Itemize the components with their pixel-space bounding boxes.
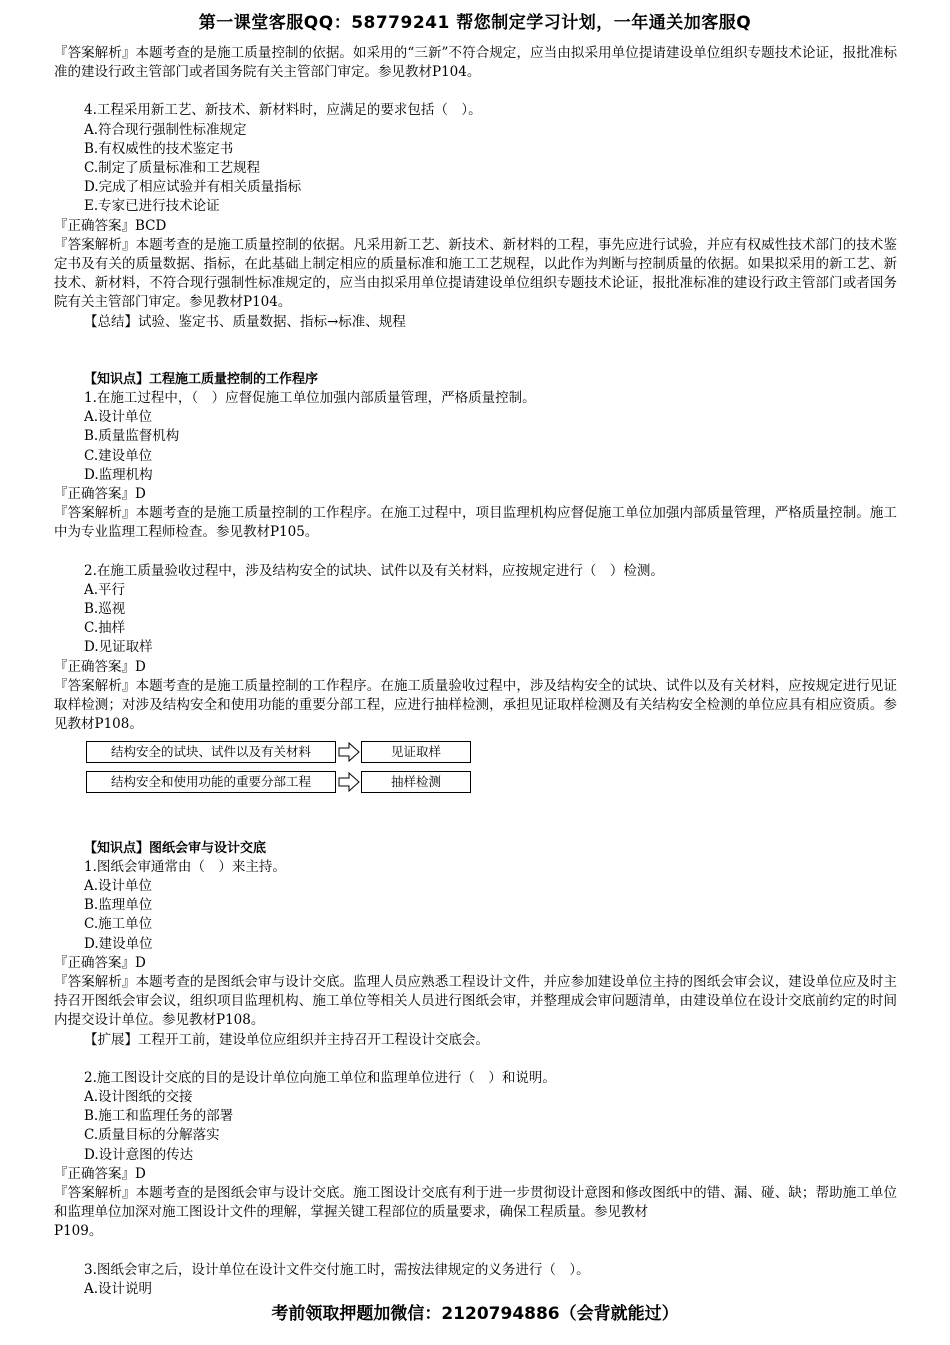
page-header: 第一课堂客服QQ：58779241 帮您制定学习计划，一年通关加客服Q [198,13,752,33]
analysis-text: 『答案解析』本题考查的是施工质量控制的依据。凡采用新工艺、新技术、新材料的工程，事先应进行试验，并应有权威性技术部门的技术鉴定书及有关的质量数据、指标，在此基础上制定相应的质量标准和施工工艺规程，以此作为判断与控制质量的依据。如果拟采用的新工艺、新技术、新材料，不符合现行强制性标准规定的，应当由拟采用单位提请建设单位组织专题技术论证，报批准标准的建设行政主管部门或者国务院有关主管部门审定。参见教材P104。 [54,236,897,311]
option-c: C.抽样 [84,620,126,637]
option-b: B.质量监督机构 [84,428,180,445]
option-a: A.符合现行强制性标准规定 [84,121,247,138]
analysis-text: 『答案解析』本题考查的是图纸会审与设计交底。监理人员应熟悉工程设计文件，并应参加建设单位主持的图纸会审会议，建设单位应及时主持召开图纸会审会议，组织项目监理机构、施工单位等相关人员进行图纸会审，并整理成会审问题清单，由建设单位在设计交底前约定的时间内提交设计单位。参见教材P108。 [54,973,897,1029]
option-c: C.制定了质量标准和工艺规程 [84,160,261,177]
correct-answer: 『正确答案』D [54,486,146,503]
option-d: D.监理机构 [84,466,153,483]
question-text: 3.图纸会审之后，设计单位在设计文件交付施工时，需按法律规定的义务进行（ ）。 [84,1261,590,1278]
question-text: 1.在施工过程中，（ ）应督促施工单位加强内部质量管理，严格质量控制。 [84,390,536,407]
option-a: A.设计说明 [84,1280,153,1297]
document-body [54,44,897,1299]
option-b: B.巡视 [84,601,126,618]
correct-answer: 『正确答案』D [54,1165,146,1182]
option-d: D.设计意图的传达 [84,1146,194,1163]
analysis-text: 『答案解析』本题考查的是图纸会审与设计交底。施工图设计交底有利于进一步贯彻设计意图和修改图纸中的错、漏、碰、缺；帮助施工单位和监理单位加深对施工图设计文件的理解，掌握关键工程部位的质量要求，确保工程质量。参见教材 [54,1184,897,1221]
option-d: D.建设单位 [84,935,153,952]
question-text: 4.工程采用新工艺、新技术、新材料时，应满足的要求包括（ ）。 [84,102,482,119]
analysis-text-end: P109。 [54,1223,103,1240]
question-text: 2.在施工质量验收过程中，涉及结构安全的试块、试件以及有关材料，应按规定进行（ ）检测。 [84,562,664,579]
diagram-box-structural-materials: 结构安全的试块、试件以及有关材料 [86,741,336,763]
knowledge-point-title: 【知识点】工程施工质量控制的工作程序 [84,371,319,387]
option-a: A.设计图纸的交接 [84,1088,193,1105]
correct-answer: 『正确答案』D [54,954,146,971]
flow-diagram [86,741,897,801]
analysis-text: 『答案解析』本题考查的是施工质量控制的工作程序。在施工过程中，项目监理机构应督促施工单位加强内部质量管理，严格质量控制。施工中为专业监理工程师检查。参见教材P105。 [54,505,897,541]
option-d: D.见证取样 [84,639,153,656]
arrow-right-icon [338,741,360,763]
correct-answer: 『正确答案』D [54,658,146,675]
option-c: C.施工单位 [84,916,153,933]
correct-answer: 『正确答案』BCD [54,217,167,234]
page-footer: 考前领取押题加微信：2120794886（会背就能过） [271,1304,679,1324]
option-e: E.专家已进行技术论证 [84,198,220,215]
diagram-box-sampling-test: 抽样检测 [361,771,471,793]
option-b: B.有权威性的技术鉴定书 [84,140,234,157]
option-d: D.完成了相应试验并有相关质量指标 [84,179,302,196]
arrow-right-icon [338,771,360,793]
option-c: C.质量目标的分解落实 [84,1127,220,1144]
question-text: 1.图纸会审通常由（ ）来主持。 [84,858,286,875]
question-text: 2.施工图设计交底的目的是设计单位向施工单位和监理单位进行（ ）和说明。 [84,1069,556,1086]
diagram-box-witness-sampling: 见证取样 [361,741,471,763]
option-a: A.设计单位 [84,877,153,894]
option-b: B.施工和监理任务的部署 [84,1108,234,1125]
extension-text: 【扩展】工程开工前，建设单位应组织并主持召开工程设计交底会。 [84,1031,489,1048]
analysis-text: 『答案解析』本题考查的是施工质量控制的依据。如采用的“三新”不符合规定，应当由拟采用单位提请建设单位组织专题技术论证，报批准标准的建设行政主管部门或者国务院有关主管部门审定。参见教材P104。 [54,45,897,81]
summary-text: 【总结】试验、鉴定书、质量数据、指标→标准、规程 [84,313,406,330]
analysis-text: 『答案解析』本题考查的是施工质量控制的工作程序。在施工质量验收过程中，涉及结构安全的试块、试件以及有关材料，应按规定进行见证取样检测；对涉及结构安全和使用功能的重要分部工程，应进行抽样检测，承担见证取样检测及有关结构安全检测的单位应具有相应资质。参见教材P108。 [54,677,897,733]
option-a: A.设计单位 [84,409,153,426]
option-b: B.监理单位 [84,897,153,914]
option-a: A.平行 [84,581,126,598]
option-c: C.建设单位 [84,447,153,464]
knowledge-point-title: 【知识点】图纸会审与设计交底 [84,840,267,856]
diagram-box-important-subprojects: 结构安全和使用功能的重要分部工程 [86,771,336,793]
